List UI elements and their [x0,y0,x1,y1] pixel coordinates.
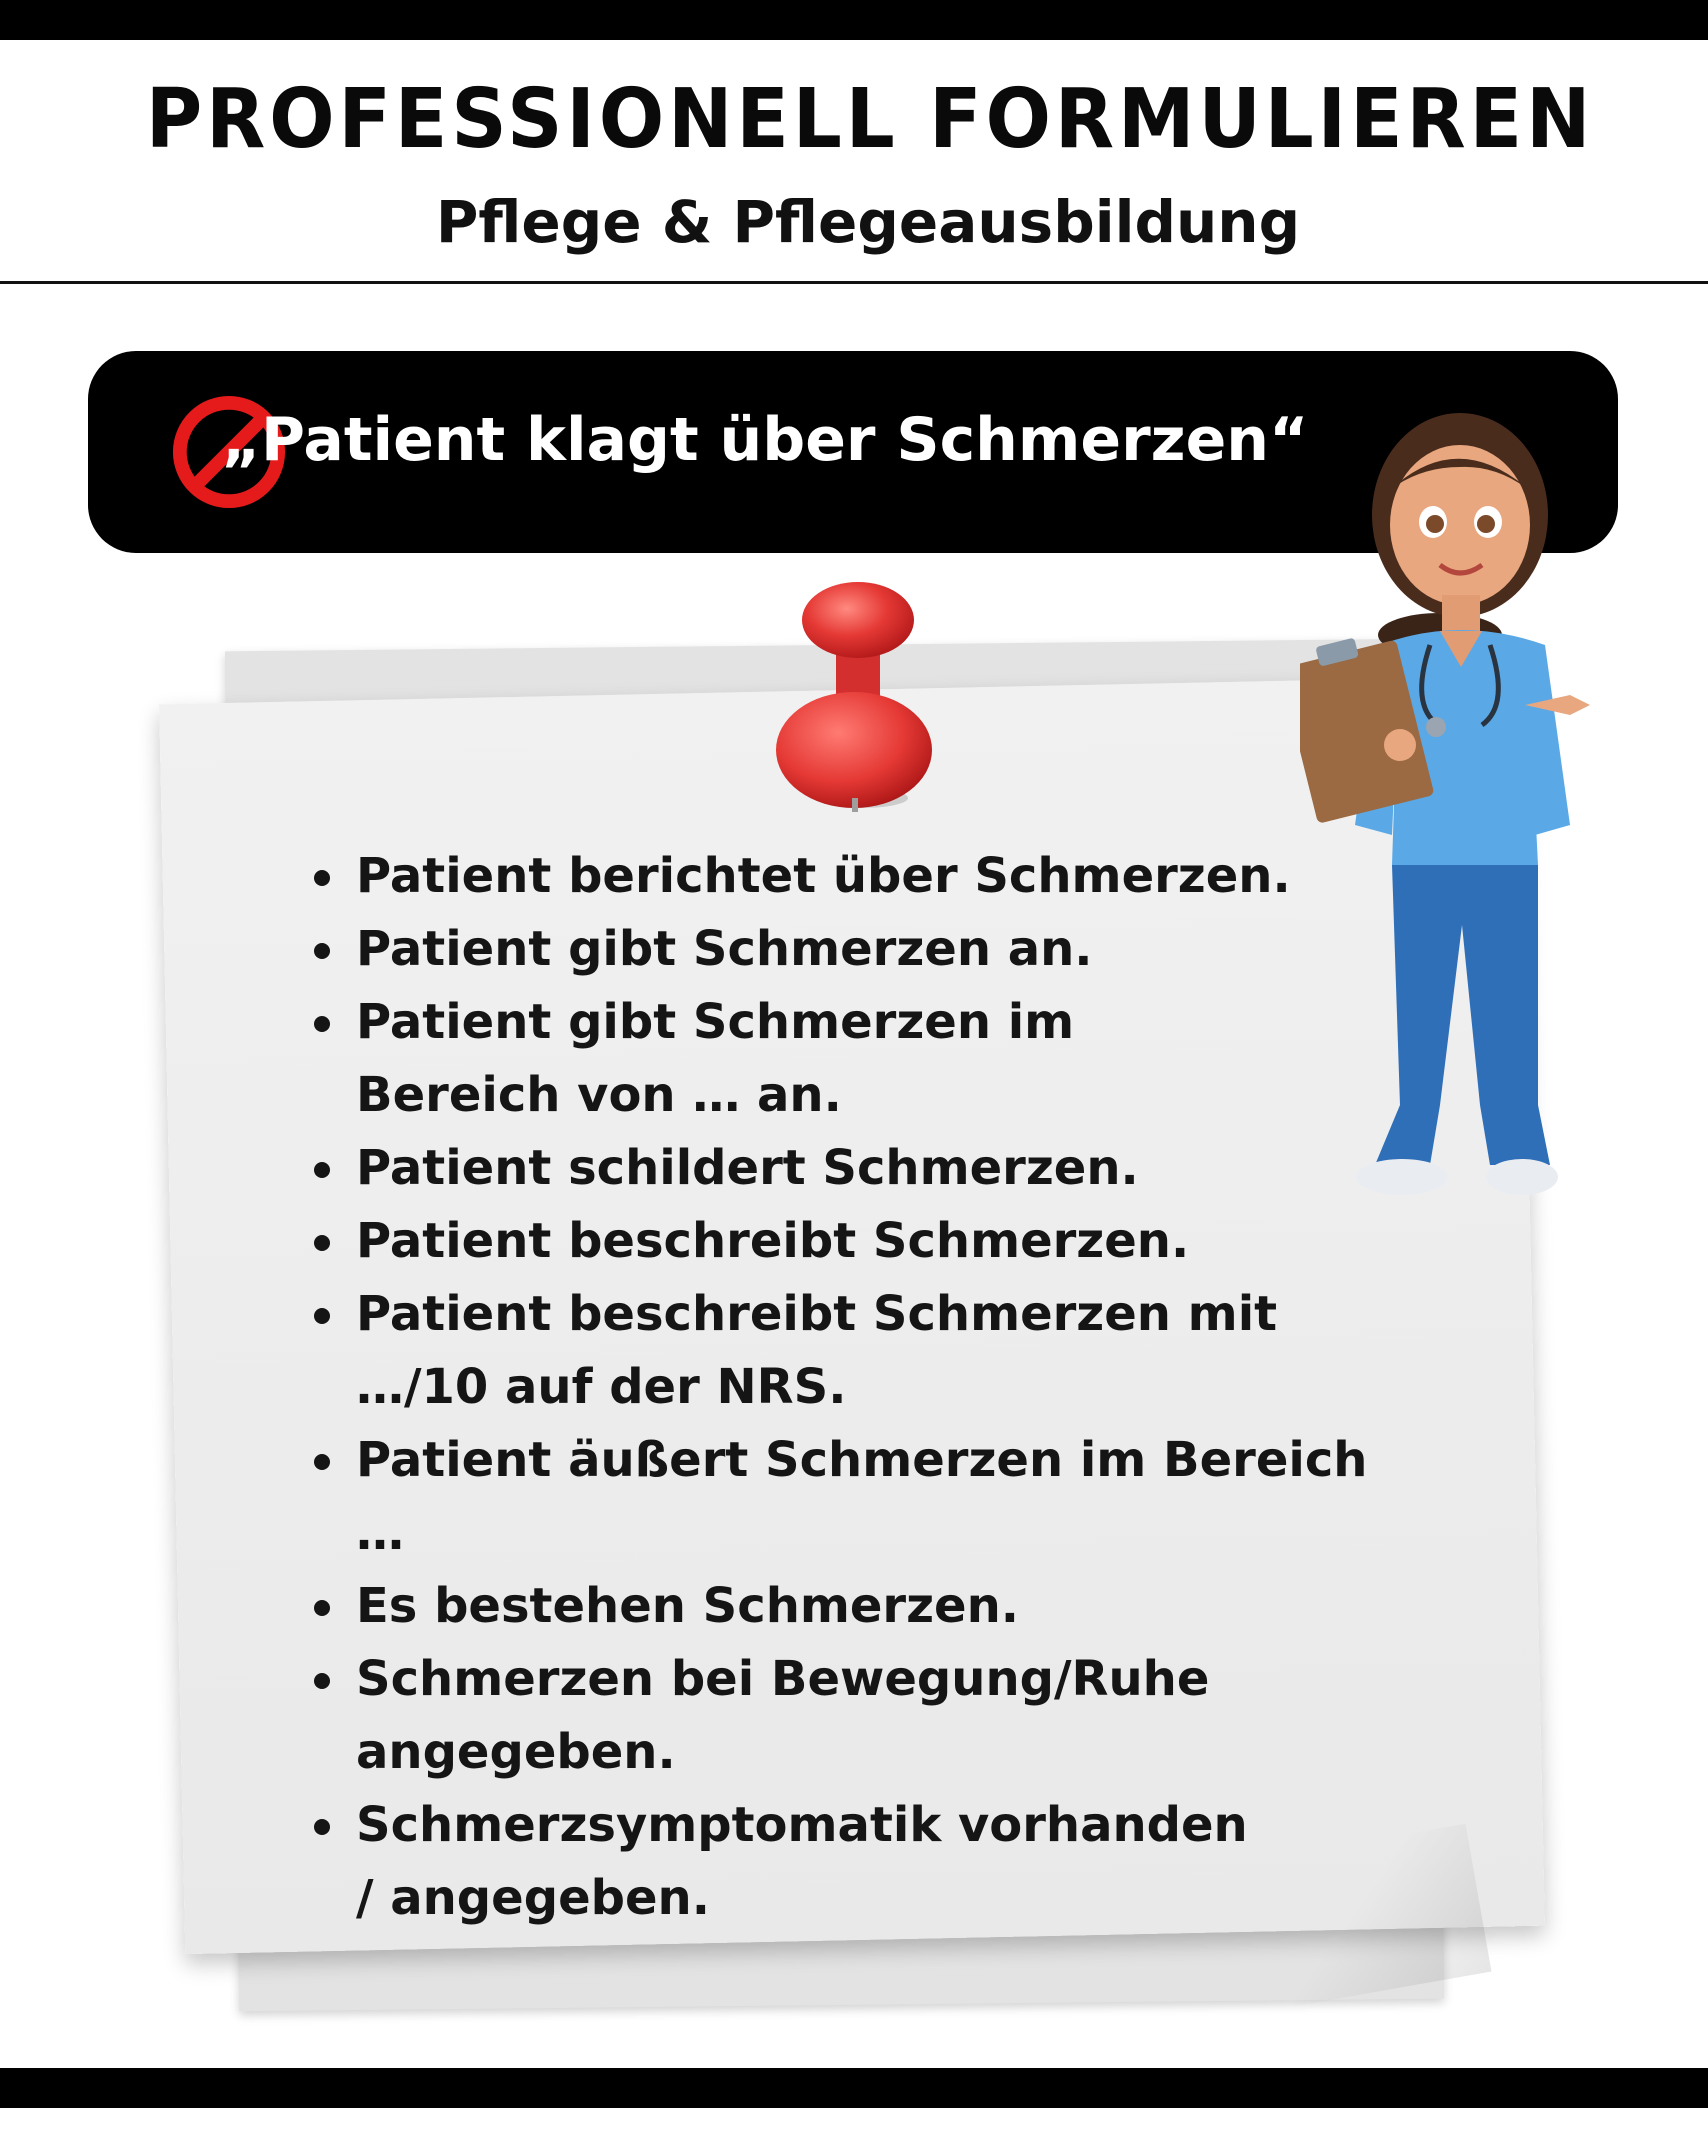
alternative-phrases-list [310,840,1430,1935]
wrong-phrase-text: „Patient klagt über Schmerzen“ [221,405,1309,475]
page-subtitle: Pflege & Pflegeausbildung [435,188,1301,256]
list-item: Patient berichtet über Schmerzen. [310,840,1430,913]
list-item: Patient beschreibt Schmerzen. [310,1205,1430,1278]
list-item: Schmerzsymptomatik vorhanden / angegeben. [310,1789,1256,1935]
list-item: Patient gibt Schmerzen an. [310,913,1430,986]
bottom-border-bar [0,2068,1708,2108]
list-item: Es bestehen Schmerzen. [310,1570,1430,1643]
list-item: Patient äußert Schmerzen im Bereich … [310,1424,1430,1570]
header-divider [0,281,1708,284]
list-item: Schmerzen bei Bewegung/Ruhe angegeben. [310,1643,1256,1789]
list-item: Patient schildert Schmerzen. [310,1132,1430,1205]
push-pin-icon [770,580,950,820]
page-title: PROFESSIONELL FORMULIEREN [145,72,1595,167]
list-item: Patient gibt Schmerzen im Bereich von … an. [310,986,1146,1132]
list-item: Patient beschreibt Schmerzen mit …/10 auf der NRS. [310,1278,1376,1424]
top-border-bar [0,0,1708,40]
